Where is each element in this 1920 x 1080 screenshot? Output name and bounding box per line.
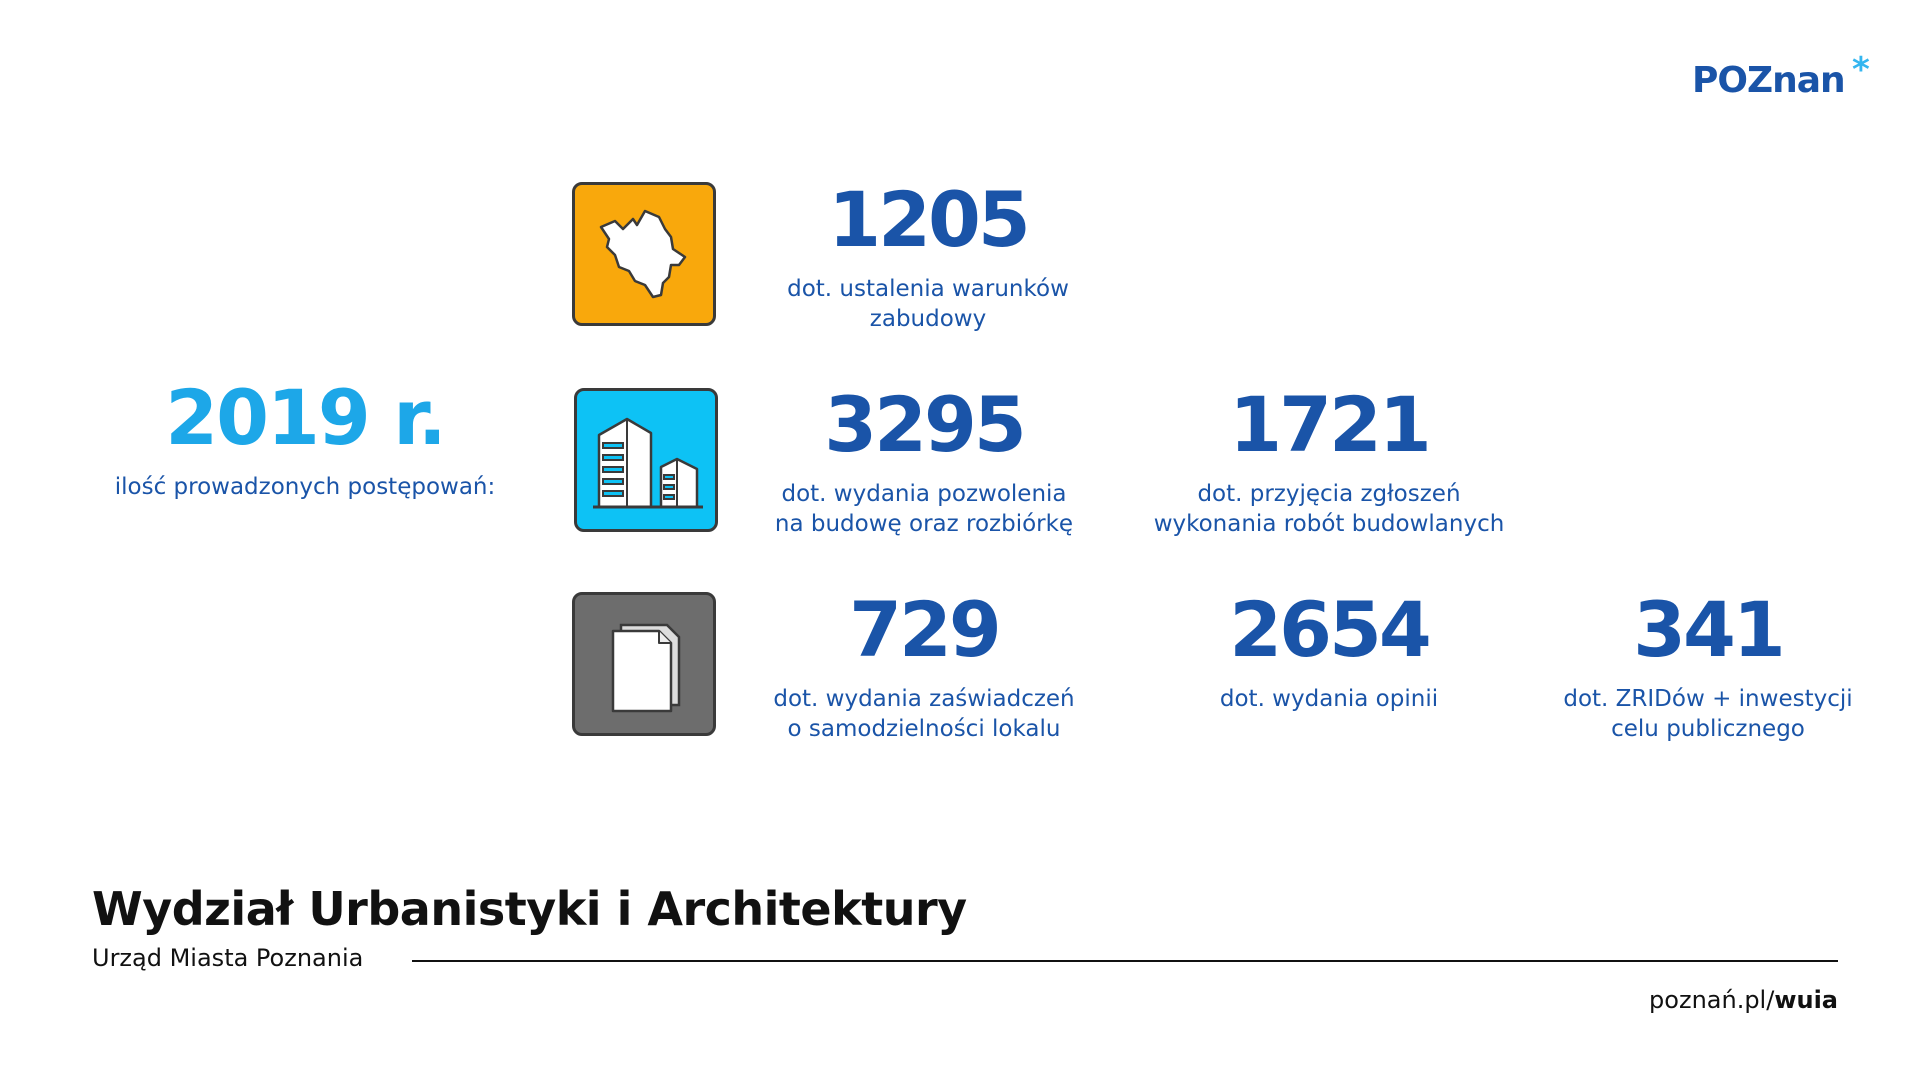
stat-construction-notifications <box>1149 380 1509 539</box>
stat-opinions <box>1149 585 1509 714</box>
stat-value: 1721 <box>1229 380 1429 469</box>
year-subtitle: ilość prowadzonych postępowań: <box>114 474 496 500</box>
stat-label-line: zabudowy <box>869 306 987 332</box>
stat-label <box>1528 684 1888 744</box>
poznan-logo <box>1692 50 1872 106</box>
stat-label-line: dot. ustalenia warunków <box>787 276 1069 302</box>
stat-label-line: dot. przyjęcia zgłoszeń <box>1197 481 1461 507</box>
stat-label-line: celu publicznego <box>1611 716 1805 742</box>
stat-label <box>1149 479 1509 539</box>
stat-value: 2654 <box>1229 585 1429 674</box>
stat-label-line: dot. wydania pozwolenia <box>781 481 1067 507</box>
stat-building-conditions <box>748 175 1108 334</box>
document-tile <box>572 592 716 736</box>
stat-value: 3295 <box>824 380 1024 469</box>
department-title: Wydział Urbanistyki i Architektury <box>92 882 967 936</box>
document-icon <box>575 595 713 733</box>
stat-value: 341 <box>1633 585 1783 674</box>
footer-url-prefix: poznań.pl/ <box>1649 986 1775 1014</box>
logo-text: POZnan <box>1692 60 1845 101</box>
office-subtitle: Urząd Miasta Poznania <box>92 944 364 972</box>
footer-url-bold: wuia <box>1774 986 1838 1014</box>
stat-label-line: wykonania robót budowlanych <box>1153 511 1505 537</box>
stat-label <box>1149 684 1509 714</box>
logo-star-icon: * <box>1852 50 1870 90</box>
stat-label-line: o samodzielności lokalu <box>787 716 1061 742</box>
stat-value: 729 <box>849 585 999 674</box>
building-tile <box>574 388 718 532</box>
stat-label <box>748 274 1108 334</box>
stat-label-line: dot. ZRIDów + inwestycji <box>1563 686 1853 712</box>
stat-unit-certificates <box>744 585 1104 744</box>
footer-divider <box>412 960 1838 962</box>
stat-label-line: dot. wydania zaświadczeń <box>773 686 1075 712</box>
stat-building-permits <box>744 380 1104 539</box>
poznan-map-icon <box>575 185 713 323</box>
footer-url[interactable] <box>1649 986 1838 1014</box>
buildings-icon <box>577 391 715 529</box>
stat-label-line: na budowę oraz rozbiórkę <box>774 511 1074 537</box>
year-heading: 2019 r. <box>165 373 445 462</box>
stat-label-line: dot. wydania opinii <box>1219 686 1439 712</box>
stat-label <box>744 479 1104 539</box>
map-tile <box>572 182 716 326</box>
stat-zrid-public-investments <box>1528 585 1888 744</box>
stat-value: 1205 <box>828 175 1028 264</box>
year-summary <box>90 373 520 500</box>
stat-label <box>744 684 1104 744</box>
